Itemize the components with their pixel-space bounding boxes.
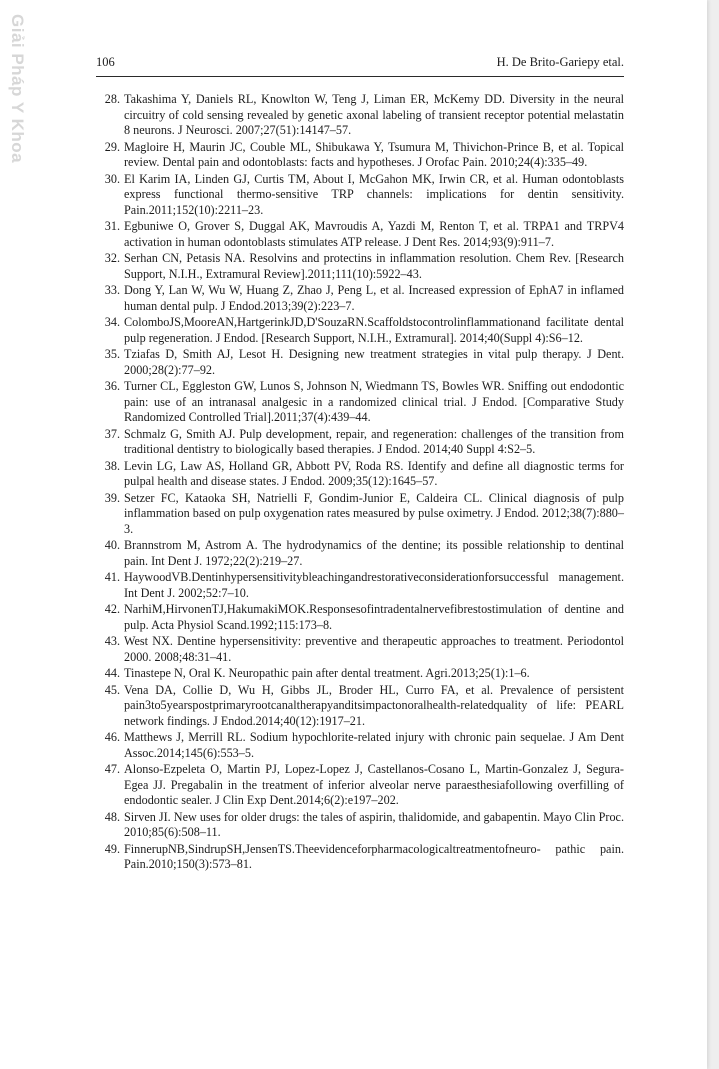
reference-number: 44. <box>104 666 120 681</box>
reference-number: 45. <box>104 682 120 697</box>
reference-text: Turner CL, Eggleston GW, Lunos S, Johnson N, Wiedmann TS, Bowles WR. Sniffing out endodontic pain: use of an intranasal analgesic in a randomized clinical trial. J Endod. [Comparative Study Randomized Controlled Trial].2011;37(4):439–44. <box>124 379 624 425</box>
reference-text: Dong Y, Lan W, Wu W, Huang Z, Zhao J, Peng L, et al. Increased expression of EphA7 in inflamed human dental pulp. J Endod.2013;39(2):223–7. <box>124 283 624 313</box>
reference-number: 35. <box>104 347 120 362</box>
reference-number: 43. <box>104 634 120 649</box>
reference-number: 30. <box>104 171 120 186</box>
reference-item <box>96 666 624 682</box>
reference-number: 38. <box>104 458 120 473</box>
reference-item <box>96 491 624 538</box>
reference-item <box>96 602 624 633</box>
reference-number: 36. <box>104 379 120 394</box>
reference-item <box>96 315 624 346</box>
watermark-text: Giải Pháp Y Khoa <box>8 14 27 164</box>
reference-text: Levin LG, Law AS, Holland GR, Abbott PV, Roda RS. Identify and define all diagnostic terms for pulpal health and disease states. J Endod. 2009;35(12):1645–57. <box>124 458 624 489</box>
reference-number: 28. <box>104 92 120 106</box>
reference-number: 40. <box>104 538 120 553</box>
page-number: 106 <box>96 55 115 69</box>
reference-list <box>96 92 624 874</box>
reference-item <box>96 92 624 139</box>
reference-item <box>96 283 624 314</box>
running-head: H. De Brito-Gariepy etal. <box>496 55 624 69</box>
reference-text: Tziafas D, Smith AJ, Lesot H. Designing new treatment strategies in vital pulp therapy. J Dent. 2000;28(2):77–92. <box>124 347 624 377</box>
reference-item <box>96 347 624 378</box>
reference-text: FinnerupNB,SindrupSH,JensenTS.Theevidenceforpharmacologicaltreatmentofneuro- pathic pain. Pain.2010;150(3):573–81. <box>124 841 624 872</box>
reference-number: 37. <box>104 426 120 441</box>
page-header <box>96 55 624 73</box>
reference-item <box>96 459 624 490</box>
reference-item <box>96 683 624 730</box>
reference-text: Vena DA, Collie D, Wu H, Gibbs JL, Broder HL, Curro FA, et al. Prevalence of persistent pain3to5yearspostprimaryrootcanaltherapyanditsimpactonoralhealth-relatedquality of life: PEARL network findings. J Endod.2014;40(12):1917–21. <box>124 682 624 728</box>
reference-item <box>96 842 624 873</box>
reference-number: 47. <box>104 762 120 777</box>
reference-item <box>96 762 624 809</box>
reference-item <box>96 538 624 569</box>
reference-text: Matthews J, Merrill RL. Sodium hypochlorite-related injury with chronic pain sequelae. J Am Dent Assoc.2014;145(6):553–5. <box>124 730 624 760</box>
reference-item <box>96 730 624 761</box>
reference-number: 41. <box>104 570 120 585</box>
reference-text: Brannstrom M, Astrom A. The hydrodynamics of the dentine; its possible relationship to dentinal pain. Int Dent J. 1972;22(2):219–27. <box>124 538 624 568</box>
reference-item <box>96 634 624 665</box>
reference-text: Setzer FC, Kataoka SH, Natrielli F, Gondim-Junior E, Caldeira CL. Clinical diagnosis of pulp inflammation based on pulp oxygenation rates measured by pulse oximetry. J Endod. 2012;38(7):880–3. <box>124 490 624 536</box>
reference-text: Serhan CN, Petasis NA. Resolvins and protectins in inflammation resolution. Chem Rev. [Research Support, N.I.H., Extramural Review].2011;111(10):5922–43. <box>124 251 624 281</box>
reference-number: 39. <box>104 490 120 505</box>
reference-item <box>96 219 624 250</box>
reference-text: Magloire H, Maurin JC, Couble ML, Shibukawa Y, Tsumura M, Thivichon-Prince B, et al. Topical review. Dental pain and odontoblasts: facts and hypotheses. J Orofac Pain. 2010;24(4):335–49. <box>124 139 624 170</box>
reference-text: ColomboJS,MooreAN,HartgerinkJD,D'SouzaRN.Scaffoldstocontrolinflammationand facilitate dental pulp regeneration. J Endod. [Research Support, N.I.H., Extramural]. 2014;40(Suppl 4):S6–12. <box>124 315 624 345</box>
reference-text: Sirven JI. New uses for older drugs: the tales of aspirin, thalidomide, and gabapentin. Mayo Clin Proc. 2010;85(6):508–11. <box>124 809 624 840</box>
reference-item <box>96 427 624 458</box>
reference-text: HaywoodVB.Dentinhypersensitivitybleachingandrestorativeconsiderationforsuccessful management. Int Dent J. 2002;52:7–10. <box>124 570 624 600</box>
reference-text: West NX. Dentine hypersensitivity: preventive and therapeutic approaches to treatment. Periodontol 2000. 2008;48:31–41. <box>124 634 624 664</box>
reference-number: 33. <box>104 283 120 298</box>
reference-item <box>96 570 624 601</box>
reference-number: 46. <box>104 730 120 745</box>
reference-text: Takashima Y, Daniels RL, Knowlton W, Teng J, Liman ER, McKemy DD. Diversity in the neural circuitry of cold sensing revealed by genetic axonal labeling of transient receptor potential melastatin 8 neurons. J Neurosci. 2007;27(51):14147–57. <box>124 92 624 138</box>
reference-text: Schmalz G, Smith AJ. Pulp development, repair, and regeneration: challenges of the transition from traditional dentistry to biologically based therapies. J Endod. 2014;40 Suppl 4:S2–5. <box>124 426 624 457</box>
reference-text: Alonso-Ezpeleta O, Martin PJ, Lopez-Lopez J, Castellanos-Cosano L, Martin-Gonzalez J, Segura-Egea JJ. Pregabalin in the treatment of inferior alveolar nerve paraesthesiafollowing overfilling of endodontic sealer. J Clin Exp Dent.2014;6(2):e197–202. <box>124 762 624 808</box>
header-rule <box>96 76 624 77</box>
reference-number: 31. <box>104 219 120 234</box>
reference-text: Egbuniwe O, Grover S, Duggal AK, Mavroudis A, Yazdi M, Renton T, et al. TRPA1 and TRPV4 activation in human odontoblasts stimulates ATP release. J Dent Res. 2014;93(9):911–7. <box>124 219 624 249</box>
reference-number: 49. <box>104 841 120 856</box>
reference-item <box>96 251 624 282</box>
reference-number: 32. <box>104 251 120 266</box>
reference-item <box>96 379 624 426</box>
reference-number: 34. <box>104 315 120 330</box>
reference-item <box>96 172 624 219</box>
reference-number: 42. <box>104 602 120 617</box>
reference-number: 29. <box>104 139 120 154</box>
reference-item <box>96 140 624 171</box>
reference-number: 48. <box>104 809 120 824</box>
reference-text: El Karim IA, Linden GJ, Curtis TM, About I, McGahon MK, Irwin CR, et al. Human odontoblasts express functional thermo-sensitive TRP channels: implications for dentin sensitivity. Pain.2011;152(10):2211–23. <box>124 171 624 217</box>
reference-item <box>96 810 624 841</box>
reference-text: Tinastepe N, Oral K. Neuropathic pain after dental treatment. Agri.2013;25(1):1–6. <box>124 666 530 681</box>
watermark <box>8 14 38 164</box>
reference-text: NarhiM,HirvonenTJ,HakumakiMOK.Responsesofintradentalnervefibrestostimulation of dentine and pulp. Acta Physiol Scand.1992;115:173–8. <box>124 602 624 632</box>
